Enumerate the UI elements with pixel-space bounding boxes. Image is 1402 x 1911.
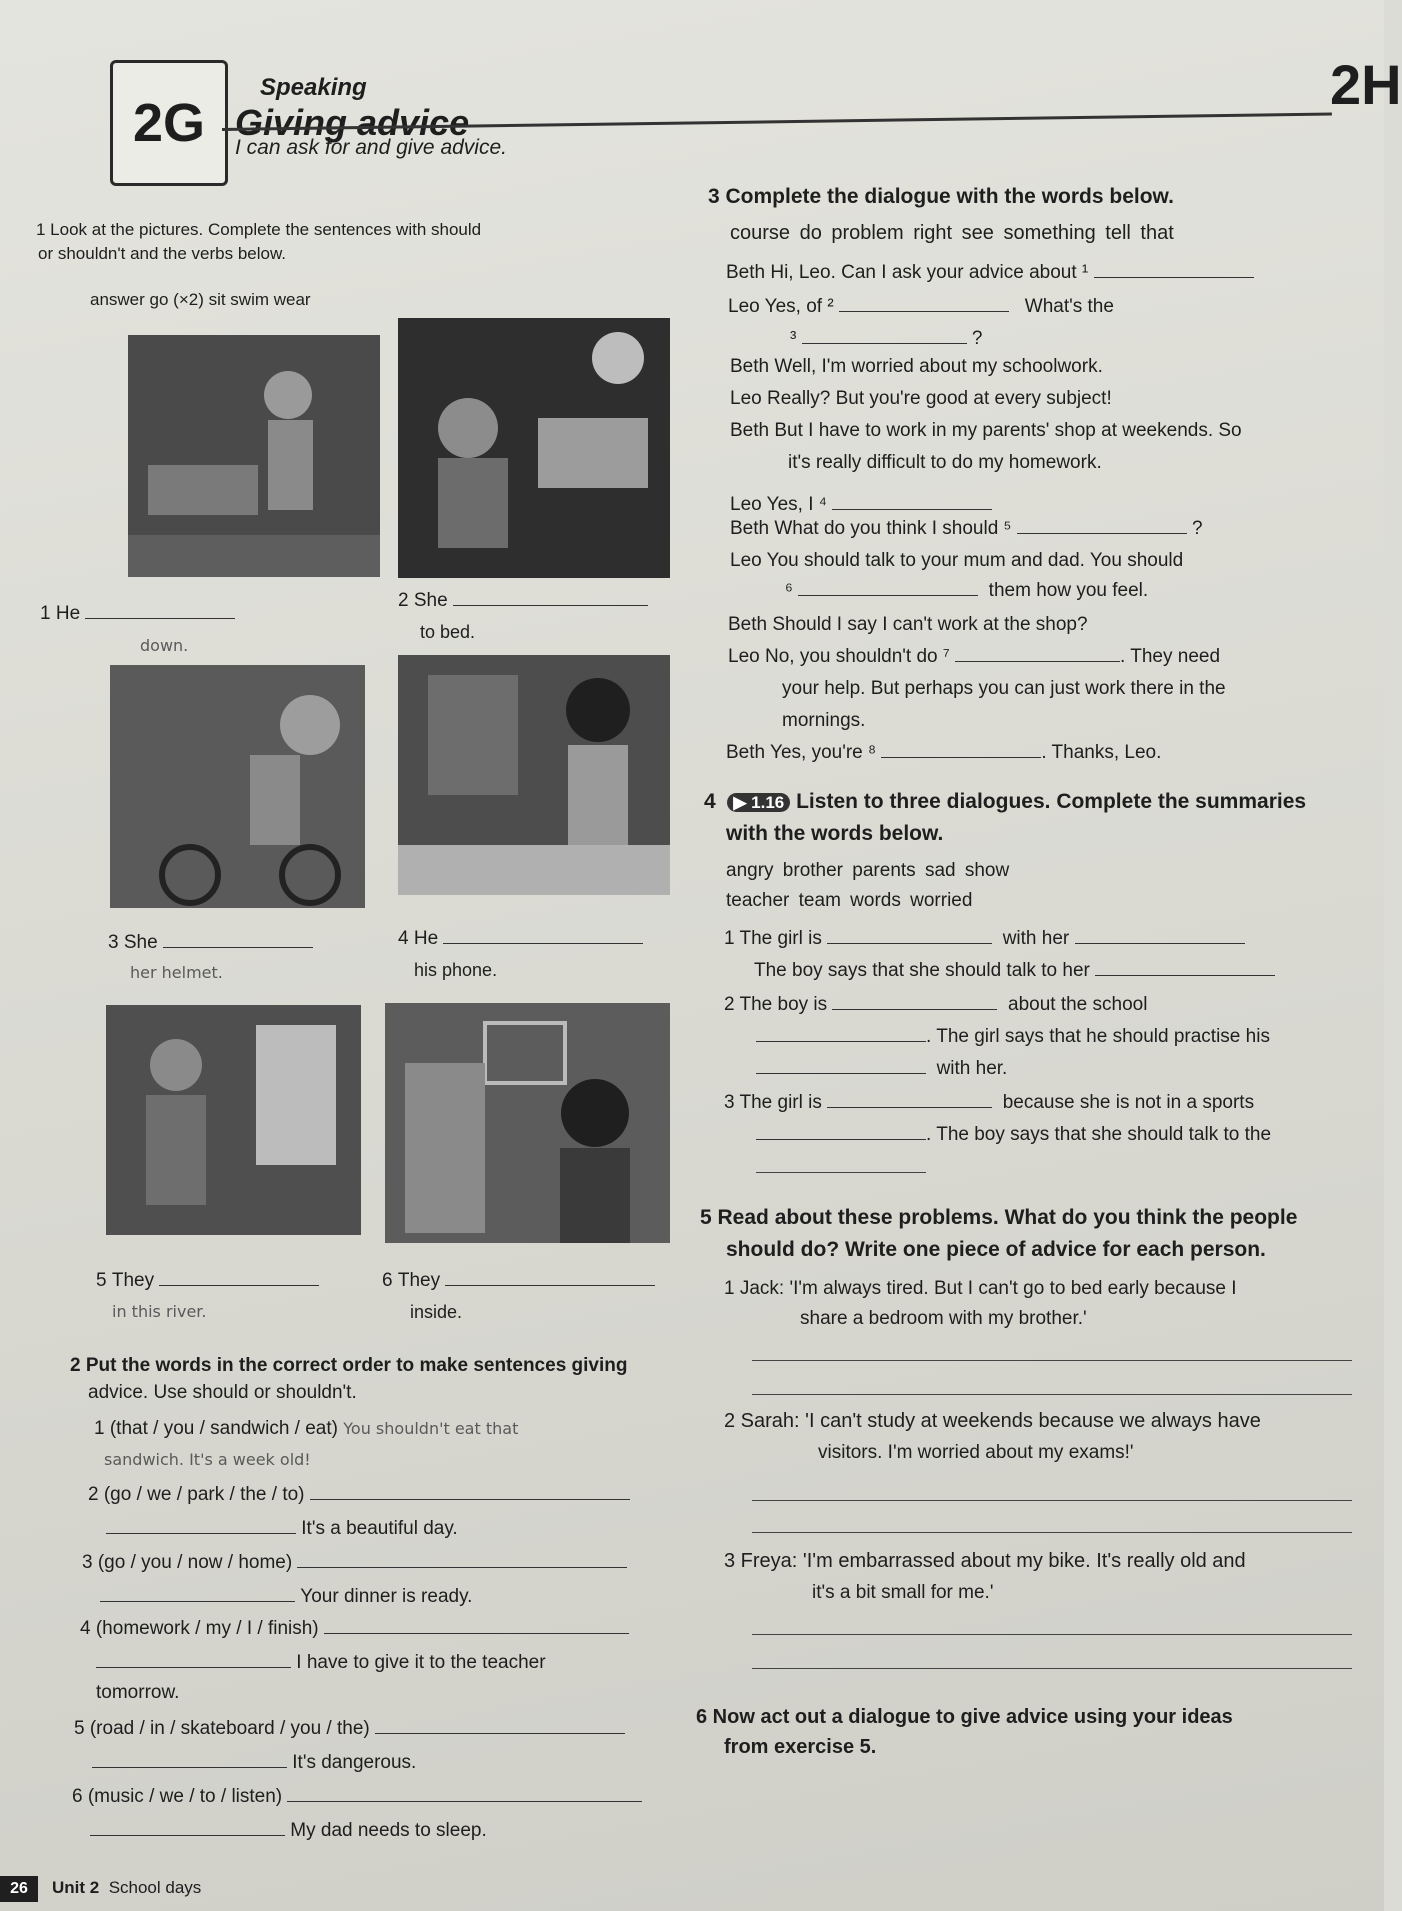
ex2-item-2-tail: It's a beautiful day.: [106, 1518, 458, 1540]
dialogue-line-16: Beth Yes, you're ⁸ . Thanks, Leo.: [726, 742, 1162, 763]
answer-line-2b[interactable]: [752, 1532, 1352, 1533]
ex2-item-2: 2 (go / we / park / the / to): [88, 1484, 630, 1506]
footer-unit: Unit 2 School days: [52, 1878, 202, 1897]
answer-line-1b[interactable]: [752, 1394, 1352, 1395]
picture-1-man-on-bench: [128, 335, 380, 577]
summary-3-blank[interactable]: [756, 1172, 926, 1173]
picture-4-boy-in-cinema: [398, 655, 670, 895]
problem-2-line-2: visitors. I'm worried about my exams!': [818, 1442, 1134, 1463]
dialogue-line-14: your help. But perhaps you can just work there in the: [782, 678, 1226, 699]
audio-icon: ▶: [733, 793, 747, 812]
ex3-word-bank: course do problem right see something tell that: [730, 222, 1174, 244]
ex1-item-4-end: his phone.: [414, 960, 498, 980]
ex1-item-3-end: her helmet.: [130, 963, 223, 982]
summary-3-line-2: . The boy says that she should talk to the: [756, 1124, 1271, 1146]
ex1-item-6-end: inside.: [410, 1302, 463, 1322]
ex1-item-1: 1 He: [40, 603, 235, 625]
audio-track-badge[interactable]: ▶ 1.16: [727, 793, 790, 812]
ex2-item-4: 4 (homework / my / I / finish): [80, 1618, 629, 1640]
ex5-instruction-1: 5 Read about these problems. What do you think the people: [700, 1206, 1298, 1229]
ex1-item-5-end: in this river.: [112, 1302, 207, 1321]
ex4-word-bank-1: angry brother parents sad show: [726, 860, 1010, 881]
objective: I can ask for and give advice.: [235, 136, 507, 159]
ex1-instruction-1: 1 Look at the pictures. Complete the sentences with should: [36, 220, 482, 239]
dialogue-line-7: it's really difficult to do my homework.: [788, 452, 1102, 473]
dialogue-line-11: ⁶ them how you feel.: [785, 580, 1149, 601]
ex4-word-bank-2: teacher team words worried: [726, 890, 973, 911]
dialogue-line-9: Beth What do you think I should ⁵ ?: [730, 518, 1203, 539]
problem-3-line-2: it's a bit small for me.': [812, 1582, 994, 1603]
problem-3: 3 Freya: 'I'm embarrassed about my bike. It's really old and: [724, 1550, 1246, 1572]
page-number: 26: [0, 1876, 38, 1902]
summary-1: 1 The girl is with her: [724, 928, 1245, 950]
ex2-instruction-1: 2 Put the words in the correct order to make sentences giving: [70, 1355, 628, 1376]
dialogue-line-10: Leo You should talk to your mum and dad. You should: [730, 550, 1184, 571]
ex6-instruction-1: 6 Now act out a dialogue to give advice using your ideas: [696, 1706, 1233, 1728]
summary-1-line-2: The boy says that she should talk to her: [754, 960, 1275, 982]
dialogue-line-13: Leo No, you shouldn't do ⁷ . They need: [728, 646, 1221, 667]
ex6-instruction-2: from exercise 5.: [724, 1736, 877, 1758]
ex4-instruction-1: 4 ▶ 1.16 Listen to three dialogues. Complete the summaries: [704, 790, 1307, 813]
ex2-item-5: 5 (road / in / skateboard / you / the): [74, 1718, 625, 1740]
unit-code: 2G: [132, 93, 206, 153]
ex4-instruction-2: with the words below.: [726, 822, 944, 845]
summary-2: 2 The boy is about the school: [724, 994, 1148, 1015]
dialogue-line-12: Beth Should I say I can't work at the shop?: [728, 614, 1088, 635]
answer-line-3b[interactable]: [752, 1668, 1352, 1669]
answer-line-3a[interactable]: [752, 1634, 1352, 1635]
summary-2-line-2: . The girl says that he should practise his: [756, 1026, 1270, 1048]
dialogue-line-5: Leo Really? But you're good at every subject!: [730, 388, 1112, 409]
ex2-instruction-2: advice. Use should or shouldn't.: [88, 1382, 357, 1403]
dialogue-line-6: Beth But I have to work in my parents' shop at weekends. So: [730, 420, 1242, 441]
ex2-item-5-tail: It's dangerous.: [92, 1752, 416, 1774]
ex3-instruction: 3 Complete the dialogue with the words below.: [708, 185, 1174, 208]
ex2-item-3-tail: Your dinner is ready.: [100, 1586, 472, 1608]
ex1-item-6: 6 They: [382, 1270, 655, 1292]
section-label: Speaking: [260, 74, 367, 101]
ex2-item-6: 6 (music / we / to / listen): [72, 1786, 642, 1808]
ex2-item-4-tail: I have to give it to the teacher: [96, 1652, 546, 1674]
problem-1: 1 Jack: 'I'm always tired. But I can't go to bed early because I: [724, 1278, 1237, 1299]
ex1-item-3: 3 She: [108, 932, 313, 954]
page-title: Giving advice: [235, 102, 470, 143]
next-unit-tab: 2H: [1330, 53, 1402, 116]
dialogue-line-8: Leo Yes, I ⁴: [730, 494, 992, 516]
ex5-instruction-2: should do? Write one piece of advice for each person.: [726, 1238, 1266, 1261]
ex1-item-5: 5 They: [96, 1270, 319, 1292]
ex2-item-1: 1 (that / you / sandwich / eat) You shouldn't eat that: [94, 1418, 519, 1439]
dialogue-line-15: mornings.: [782, 710, 866, 731]
dialogue-line-2: Leo Yes, of ² What's the: [728, 296, 1114, 317]
ex1-word-bank: answer go (×2) sit swim wear: [90, 290, 311, 309]
summary-2-line-3: with her.: [756, 1058, 1007, 1080]
answer-line-2a[interactable]: [752, 1500, 1352, 1501]
ex1-instruction-2: or shouldn't and the verbs below.: [38, 244, 287, 263]
unit-code-box: [110, 60, 228, 186]
dialogue-line-1: Beth Hi, Leo. Can I ask your advice about ¹: [726, 262, 1254, 284]
dialogue-line-4: Beth Well, I'm worried about my schoolwork.: [730, 356, 1103, 377]
picture-2-girl-at-computer: [398, 318, 670, 578]
dialogue-line-3: ³ ?: [790, 328, 983, 349]
summary-3: 3 The girl is because she is not in a sports: [724, 1092, 1255, 1113]
problem-1-line-2: share a bedroom with my brother.': [800, 1308, 1087, 1329]
ex2-item-1-answer-2: sandwich. It's a week old!: [104, 1450, 311, 1469]
picture-3-girl-on-bike: [110, 665, 365, 908]
picture-5-people-by-river: [106, 1005, 361, 1235]
ex2-item-6-tail: My dad needs to sleep.: [90, 1820, 487, 1842]
ex1-item-4: 4 He: [398, 928, 643, 950]
ex2-item-4-tail-2: tomorrow.: [96, 1682, 180, 1703]
ex1-item-2-end: to bed.: [420, 622, 476, 642]
answer-line-1a[interactable]: [752, 1360, 1352, 1361]
picture-6-girls-basketball: [385, 1003, 670, 1243]
ex1-item-1-end: down.: [140, 636, 189, 655]
problem-2: 2 Sarah: 'I can't study at weekends because we always have: [724, 1410, 1261, 1432]
ex2-item-3: 3 (go / you / now / home): [82, 1552, 627, 1574]
ex1-item-2: 2 She: [398, 590, 648, 612]
